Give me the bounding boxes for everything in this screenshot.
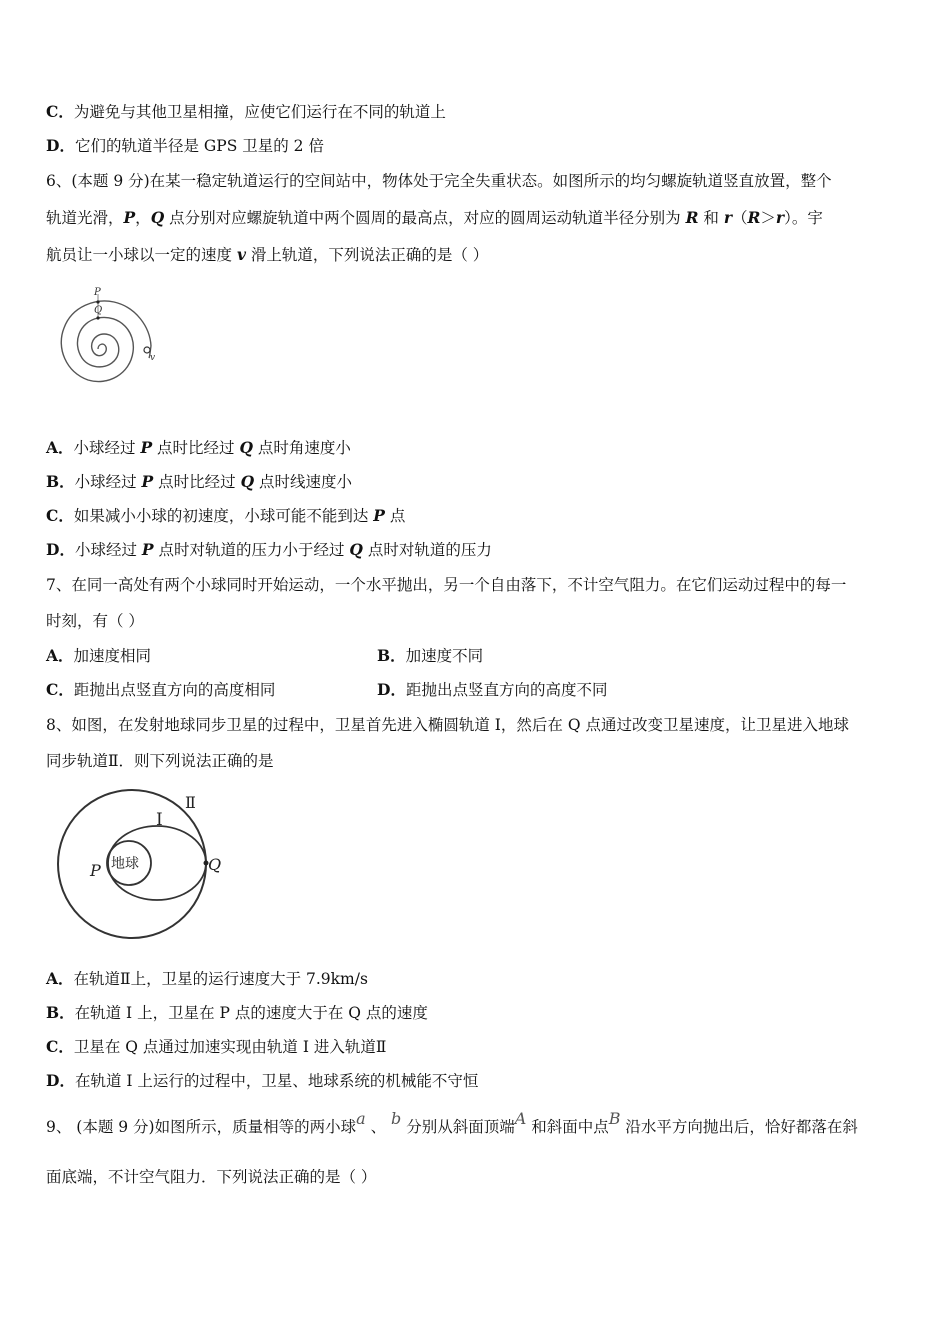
- text: 9、 (本题 9 分)如图所示，质量相等的两小球: [46, 1118, 357, 1136]
- var-p: P: [373, 506, 385, 525]
- label-q: Q: [94, 305, 103, 316]
- option-letter: D．: [46, 136, 75, 155]
- text: 、: [365, 1118, 392, 1136]
- option-letter: C．: [46, 1037, 74, 1056]
- option-text: 为避免与其他卫星相撞，应使它们运行在不同的轨道上: [73, 103, 446, 121]
- q7-option-d: [377, 680, 607, 700]
- q6-option-d: [46, 540, 492, 560]
- var-q: Q: [240, 472, 255, 491]
- label-orbit-2: Ⅱ: [185, 793, 196, 812]
- text: 和: [698, 209, 724, 227]
- option-text: 在轨道Ⅱ上，卫星的运行速度大于 7.9km/s: [73, 970, 368, 988]
- q6-stem-line3: [46, 245, 488, 265]
- text: ＞: [760, 209, 776, 227]
- option-text: 在轨道 I 上运行的过程中，卫星、地球系统的机械能不守恒: [74, 1072, 479, 1090]
- var-b-upper: B: [608, 1109, 621, 1128]
- var-p: P: [141, 472, 154, 491]
- option-text: 卫星在 Q 点通过加速实现由轨道 I 进入轨道Ⅱ: [73, 1038, 387, 1056]
- q6-option-c: [46, 506, 405, 526]
- option-text: 距抛出点竖直方向的高度不同: [405, 681, 608, 699]
- option-letter: B．: [377, 646, 406, 665]
- text: ，: [135, 209, 151, 227]
- var-q: Q: [150, 208, 165, 227]
- text: 和斜面中点: [526, 1118, 609, 1136]
- q6-stem-line2: [46, 208, 823, 228]
- q7-option-c: [46, 680, 275, 700]
- option-text: 加速度不同: [405, 647, 484, 665]
- option-text: 它们的轨道半径是 GPS 卫星的 2 倍: [74, 137, 324, 155]
- text: 点时对轨道的压力: [362, 541, 492, 559]
- option-text: 加速度相同: [73, 647, 152, 665]
- option-letter: B．: [46, 472, 75, 491]
- q8-stem-line2: 同步轨道Ⅱ．则下列说法正确的是: [46, 752, 274, 770]
- text: ）。宇: [784, 209, 823, 227]
- option-text: 距抛出点竖直方向的高度相同: [73, 681, 276, 699]
- option-letter: D．: [46, 540, 75, 559]
- q7-stem-line2: 时刻，有（ ）: [46, 612, 144, 630]
- option-letter: C．: [46, 102, 74, 121]
- q7-option-b: [377, 646, 483, 666]
- option-letter: A．: [46, 438, 74, 457]
- label-p: P: [90, 861, 101, 880]
- text: 小球经过: [73, 439, 141, 457]
- option-letter: D．: [46, 1071, 75, 1090]
- option-letter: C．: [46, 680, 74, 699]
- var-r-big: R: [685, 208, 699, 227]
- text: 小球经过: [74, 473, 142, 491]
- q9-stem-line1: [46, 1109, 858, 1137]
- text: 点分别对应螺旋轨道中两个圆周的最高点，对应的圆周运动轨道半径分别为: [164, 209, 686, 227]
- q5-option-d: [46, 136, 324, 156]
- q8-option-b: [46, 1003, 428, 1023]
- label-orbit-1: I: [156, 810, 163, 830]
- text: 点时比经过: [153, 473, 241, 491]
- q9-stem-line2: 面底端，不计空气阻力．下列说法正确的是（ ）: [46, 1168, 377, 1186]
- text: 分别从斜面顶端: [401, 1118, 515, 1136]
- text: 点时对轨道的压力小于经过: [153, 541, 350, 559]
- label-v: v: [150, 353, 156, 363]
- text: 点: [384, 507, 406, 525]
- q8-option-d: [46, 1071, 478, 1091]
- option-letter: C．: [46, 506, 74, 525]
- option-letter: A．: [46, 646, 74, 665]
- option-text: 在轨道 I 上，卫星在 P 点的速度大于在 Q 点的速度: [74, 1004, 428, 1022]
- text: 点时角速度小: [253, 439, 351, 457]
- text: 轨道光滑，: [46, 209, 124, 227]
- option-letter: B．: [46, 1003, 75, 1022]
- text: 沿水平方向抛出后，恰好都落在斜: [620, 1118, 858, 1136]
- var-b: b: [391, 1109, 402, 1128]
- q8-option-c: [46, 1037, 386, 1057]
- q5-option-c: [46, 102, 446, 122]
- text: 如果减小小球的初速度，小球可能不能到达: [73, 507, 374, 525]
- spiral-track-diagram: [52, 284, 162, 406]
- option-letter: D．: [377, 680, 406, 699]
- label-p: P: [94, 287, 101, 298]
- text: 滑上轨道，下列说法正确的是（ ）: [245, 246, 489, 264]
- var-p: P: [141, 540, 154, 559]
- text: （: [731, 209, 748, 227]
- q8-option-a: [46, 969, 368, 989]
- label-q: Q: [208, 855, 222, 874]
- label-earth: 地球: [111, 856, 139, 872]
- var-r-small: r: [775, 208, 785, 227]
- q8-stem-line1: 8、如图，在发射地球同步卫星的过程中，卫星首先进入椭圆轨道 I，然后在 Q 点通过改变卫星速度，让卫星进入地球: [46, 716, 849, 734]
- var-p: P: [140, 438, 153, 457]
- spiral-track-figure: [52, 284, 162, 406]
- q7-option-a: [46, 646, 151, 666]
- text: 航员让一小球以一定的速度: [46, 246, 237, 264]
- orbit-diagram: [48, 788, 238, 940]
- q6-stem-line1: 6、(本题 9 分)在某一稳定轨道运行的空间站中，物体处于完全失重状态。如图所示的均匀螺旋轨道竖直放置，整个: [46, 172, 832, 190]
- orbit-figure: [48, 788, 238, 940]
- var-q: Q: [349, 540, 363, 559]
- var-r-big: R: [747, 208, 761, 227]
- var-q: Q: [239, 438, 253, 457]
- q6-option-a: [46, 438, 351, 458]
- var-r-small: r: [723, 208, 732, 227]
- text: 点时线速度小: [254, 473, 353, 491]
- var-p: P: [123, 208, 136, 227]
- text: 点时比经过: [152, 439, 240, 457]
- q7-stem-line1: 7、在同一高处有两个小球同时开始运动，一个水平抛出，另一个自由落下，不计空气阻力。在它们运动过程中的每一: [46, 576, 847, 594]
- q6-option-b: [46, 472, 352, 492]
- text: 小球经过: [74, 541, 142, 559]
- var-a: a: [356, 1109, 366, 1128]
- var-v: v: [236, 245, 246, 264]
- var-a-upper: A: [514, 1109, 527, 1128]
- option-letter: A．: [46, 969, 74, 988]
